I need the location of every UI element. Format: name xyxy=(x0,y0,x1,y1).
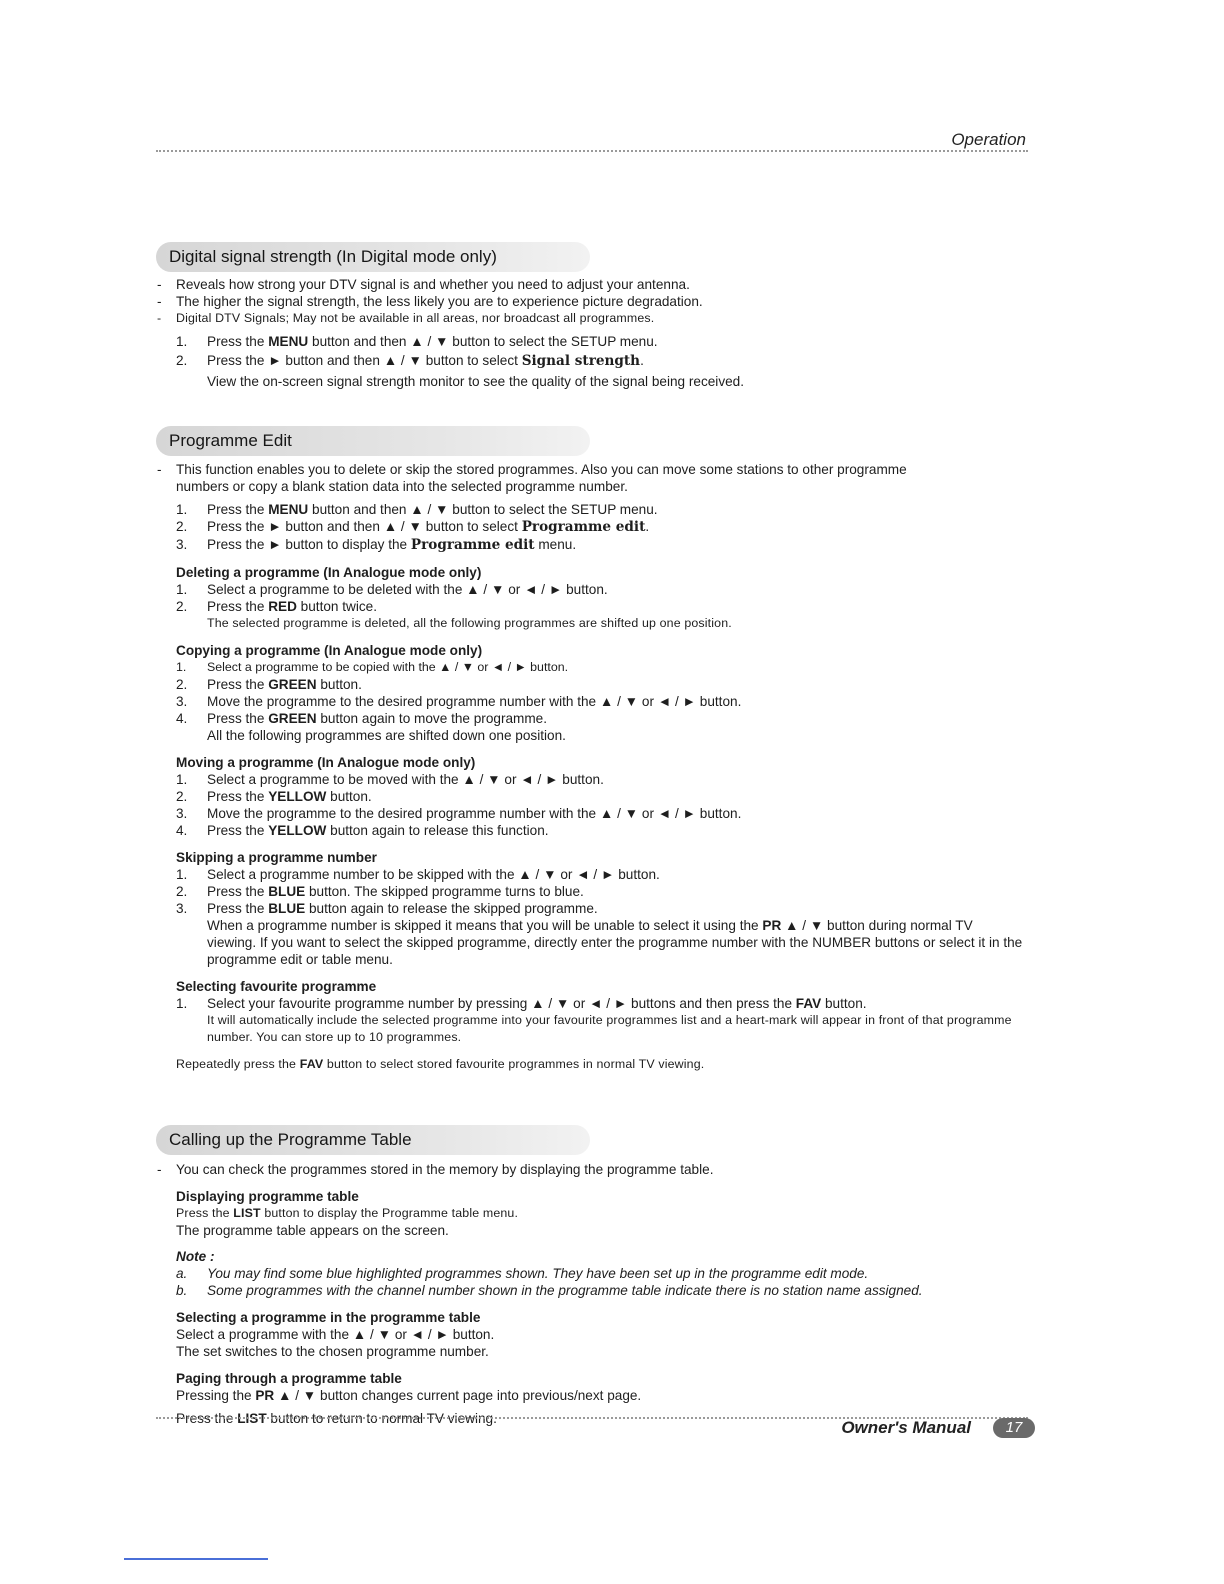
bullet-item: - The higher the signal strength, the less likely you are to experience picture degradation. xyxy=(157,294,703,309)
step-item: 1. Select a programme to be moved with the ▲ / ▼ or ◄ / ► button. xyxy=(176,772,604,787)
bullet-item: - Digital DTV Signals; May not be available in all areas, nor broadcast all programmes. xyxy=(157,311,655,325)
step-continuation: When a programme number is skipped it means that you will be unable to select it using the PR ▲ / ▼ button during normal TV viewing. If you want to select the skipped programme, directly enter the programme number with the NUMBER buttons or select it in the programme edit or table menu. xyxy=(207,918,1023,967)
subheading-moving: Moving a programme (In Analogue mode only) xyxy=(176,755,476,770)
section-title-programme-edit: Programme Edit xyxy=(156,426,590,456)
bottom-rule xyxy=(124,1558,268,1560)
step-item: 2. Press the RED button twice. xyxy=(176,599,378,614)
text-line: Select a programme with the ▲ / ▼ or ◄ / ► button. xyxy=(176,1327,495,1342)
subheading-favourite: Selecting favourite programme xyxy=(176,979,377,994)
note-item: b. Some programmes with the channel number shown in the programme table indicate there is no station name assigned. xyxy=(176,1283,923,1298)
bullet-item: - Reveals how strong your DTV signal is and whether you need to adjust your antenna. xyxy=(157,277,690,292)
note-title: Note : xyxy=(176,1249,215,1264)
step-item: 3. Move the programme to the desired programme number with the ▲ / ▼ or ◄ / ► button. xyxy=(176,694,742,709)
step-item: 4. Press the YELLOW button again to release this function. xyxy=(176,823,549,838)
footer xyxy=(841,1418,1035,1438)
step-item: 2. Press the YELLOW button. xyxy=(176,789,372,804)
text-line: The programme table appears on the screen. xyxy=(176,1223,449,1238)
subheading-skipping: Skipping a programme number xyxy=(176,850,377,865)
step-item: 1. Select a programme number to be skipped with the ▲ / ▼ or ◄ / ► button. xyxy=(176,867,660,882)
step-item: 4. Press the GREEN button again to move the programme. xyxy=(176,711,548,726)
note-item: a. You may find some blue highlighted programmes shown. They have been set up in the programme edit mode. xyxy=(176,1266,869,1281)
favourite-repeat-note: Repeatedly press the FAV button to select stored favourite programmes in normal TV viewing. xyxy=(176,1057,705,1071)
digital-signal-body xyxy=(0,276,1224,390)
subheading-copying: Copying a programme (In Analogue mode only) xyxy=(176,643,483,658)
text-line: Pressing the PR ▲ / ▼ button changes current page into previous/next page. xyxy=(176,1388,642,1403)
step-item: 2. Press the ► button and then ▲ / ▼ button to select Programme edit. xyxy=(176,519,650,535)
step-continuation: The selected programme is deleted, all the following programmes are shifted up one position. xyxy=(207,616,732,630)
programme-table-body xyxy=(0,1161,1224,1427)
page-number-badge: 17 xyxy=(993,1418,1035,1438)
step-item: 2. Press the GREEN button. xyxy=(176,677,362,692)
step-item: 1. Press the MENU button and then ▲ / ▼ button to select the SETUP menu. xyxy=(176,502,658,517)
text-line: Press the LIST button to display the Programme table menu. xyxy=(176,1206,519,1220)
subheading-deleting: Deleting a programme (In Analogue mode only) xyxy=(176,565,482,580)
step-item: 3. Press the ► button to display the Programme edit menu. xyxy=(176,537,577,553)
step-continuation: View the on-screen signal strength monitor to see the quality of the signal being received. xyxy=(207,374,745,389)
step-item: 2. Press the BLUE button. The skipped programme turns to blue. xyxy=(176,884,584,899)
subheading-paging: Paging through a programme table xyxy=(176,1371,402,1386)
bullet-item: - This function enables you to delete or skip the stored programmes. Also you can move some stations to other programme numbers or copy a blank station data into the selected programme number. xyxy=(157,462,907,494)
step-item: 3. Move the programme to the desired programme number with the ▲ / ▼ or ◄ / ► button. xyxy=(176,806,742,821)
text-line: The set switches to the chosen programme number. xyxy=(176,1344,489,1359)
step-item: 1. Select a programme to be deleted with the ▲ / ▼ or ◄ / ► button. xyxy=(176,582,608,597)
footer-manual-label: Owner's Manual xyxy=(841,1418,971,1437)
section-title-digital-signal: Digital signal strength (In Digital mode only) xyxy=(156,242,590,272)
step-item: 1. Select your favourite programme number by pressing ▲ / ▼ or ◄ / ► buttons and then press the FAV button. xyxy=(176,996,867,1011)
header-section-label: Operation xyxy=(951,130,1026,149)
step-continuation: All the following programmes are shifted down one position. xyxy=(207,728,566,743)
programme-edit-body xyxy=(0,461,1224,1073)
subheading-selecting: Selecting a programme in the programme table xyxy=(176,1310,481,1325)
step-item: 1. Select a programme to be copied with the ▲ / ▼ or ◄ / ► button. xyxy=(176,660,569,674)
step-continuation: It will automatically include the selected programme into your favourite programmes list and a heart-mark will appear in front of that programme number. You can store up to 10 programmes. xyxy=(207,1013,1012,1044)
step-item: 1. Press the MENU button and then ▲ / ▼ button to select the SETUP menu. xyxy=(176,334,658,349)
section-title-programme-table: Calling up the Programme Table xyxy=(156,1125,590,1155)
subheading-displaying: Displaying programme table xyxy=(176,1189,359,1204)
step-item: 3. Press the BLUE button again to release the skipped programme. xyxy=(176,901,598,916)
step-item: 2. Press the ► button and then ▲ / ▼ button to select Signal strength. xyxy=(176,353,644,369)
bullet-item: - You can check the programmes stored in the memory by displaying the programme table. xyxy=(157,1162,714,1177)
text-line: Press the LIST button to return to normal TV viewing. xyxy=(176,1411,497,1426)
header-divider xyxy=(156,150,1028,152)
